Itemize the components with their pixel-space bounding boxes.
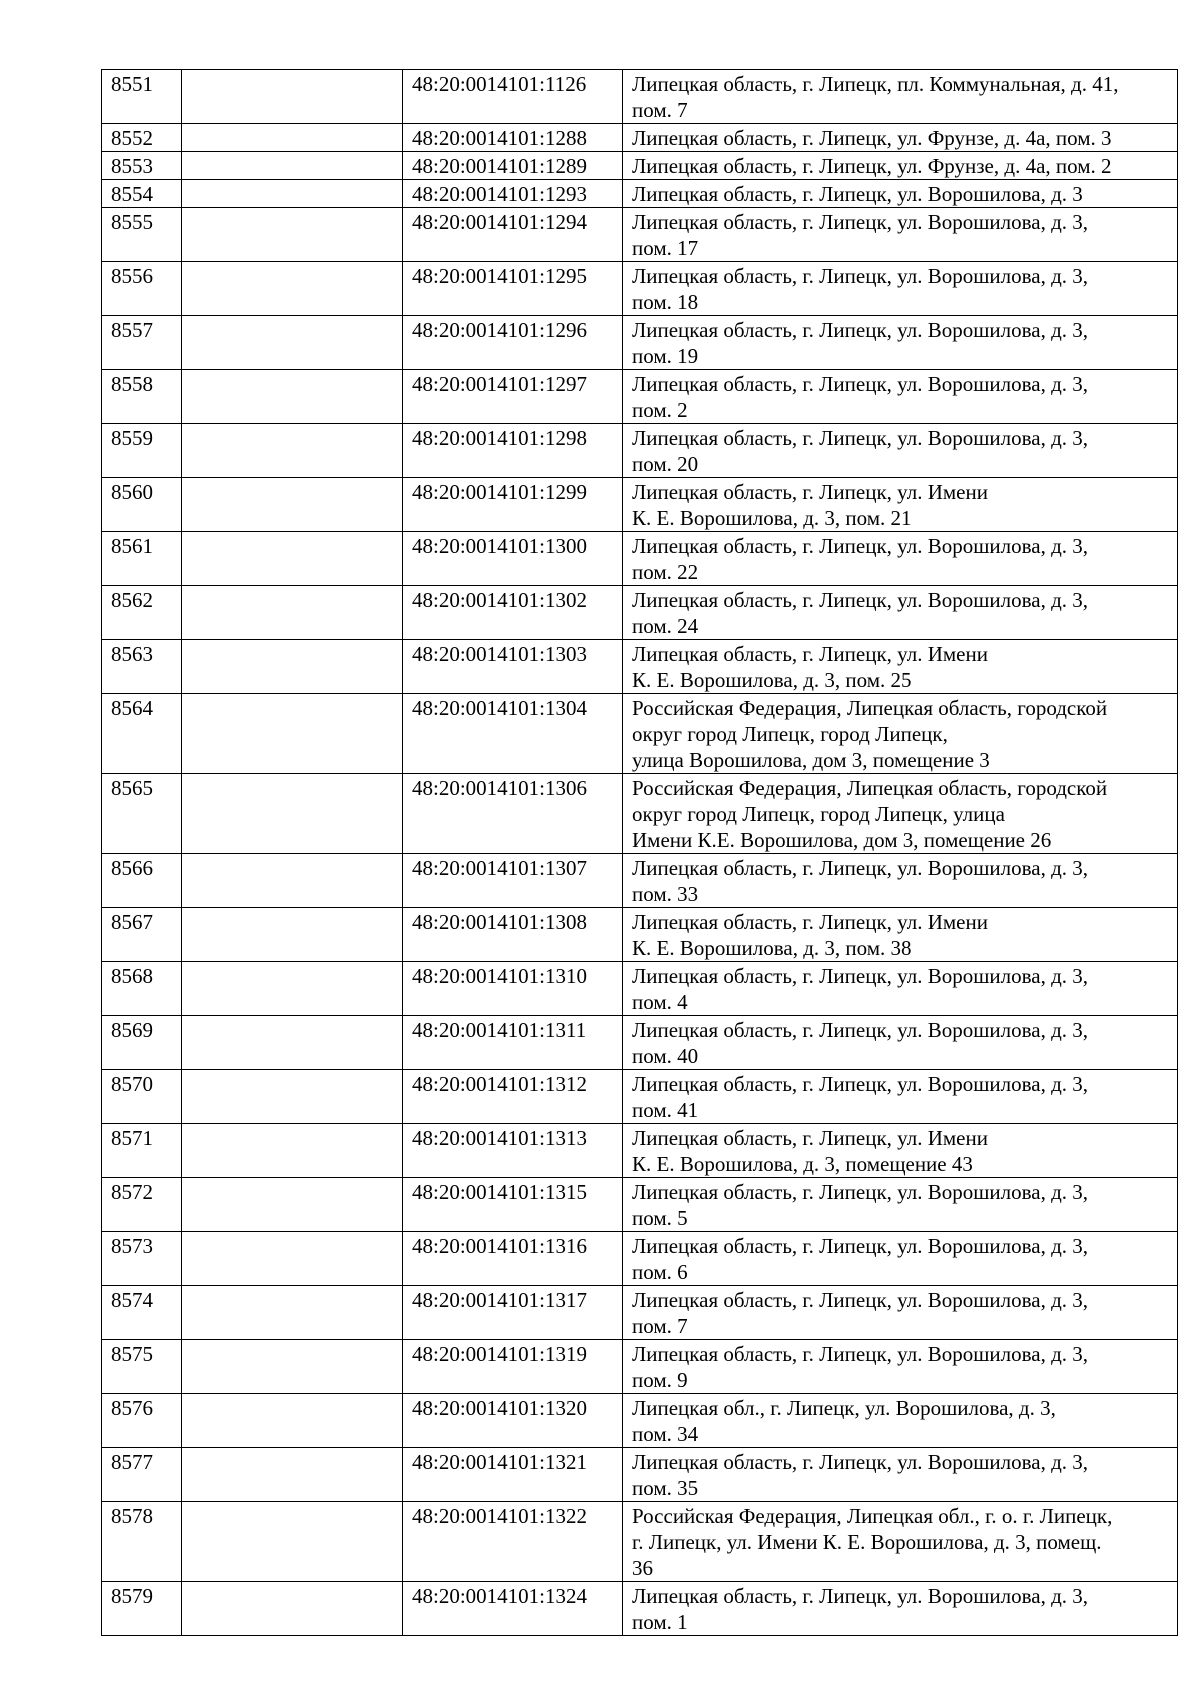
cadastral-number-cell: 48:20:0014101:1298 <box>403 424 623 478</box>
row-number-cell: 8562 <box>102 586 182 640</box>
table-row <box>102 124 1178 152</box>
row-number-cell: 8559 <box>102 424 182 478</box>
table-row <box>102 478 1178 532</box>
empty-cell <box>182 532 403 586</box>
address-cell: Липецкая область, г. Липецк, ул. Ворошилова, д. 3, пом. 20 <box>623 424 1178 478</box>
table-row <box>102 1232 1178 1286</box>
address-cell: Липецкая область, г. Липецк, ул. Фрунзе, д. 4а, пом. 3 <box>623 124 1178 152</box>
cadastral-number-cell: 48:20:0014101:1308 <box>403 908 623 962</box>
empty-cell <box>182 70 403 124</box>
empty-cell <box>182 124 403 152</box>
row-number-cell: 8579 <box>102 1582 182 1636</box>
address-cell: Липецкая область, г. Липецк, ул. Ворошилова, д. 3, пом. 6 <box>623 1232 1178 1286</box>
empty-cell <box>182 962 403 1016</box>
table-row <box>102 586 1178 640</box>
address-cell: Липецкая область, г. Липецк, ул. Ворошилова, д. 3, пом. 24 <box>623 586 1178 640</box>
cadastral-number-cell: 48:20:0014101:1317 <box>403 1286 623 1340</box>
row-number-cell: 8573 <box>102 1232 182 1286</box>
empty-cell <box>182 1502 403 1582</box>
address-cell: Липецкая область, г. Липецк, ул. Ворошилова, д. 3, пом. 9 <box>623 1340 1178 1394</box>
row-number-cell: 8568 <box>102 962 182 1016</box>
empty-cell <box>182 478 403 532</box>
address-cell: Липецкая область, г. Липецк, ул. Ворошилова, д. 3, пом. 2 <box>623 370 1178 424</box>
cadastral-number-cell: 48:20:0014101:1319 <box>403 1340 623 1394</box>
empty-cell <box>182 774 403 854</box>
empty-cell <box>182 1124 403 1178</box>
empty-cell <box>182 262 403 316</box>
address-cell: Липецкая область, г. Липецк, ул. Ворошилова, д. 3, пом. 1 <box>623 1582 1178 1636</box>
cadastral-number-cell: 48:20:0014101:1299 <box>403 478 623 532</box>
row-number-cell: 8564 <box>102 694 182 774</box>
empty-cell <box>182 1340 403 1394</box>
table-row <box>102 908 1178 962</box>
table-row <box>102 532 1178 586</box>
cadastral-number-cell: 48:20:0014101:1320 <box>403 1394 623 1448</box>
empty-cell <box>182 152 403 180</box>
empty-cell <box>182 208 403 262</box>
address-cell: Российская Федерация, Липецкая обл., г. о. г. Липецк, г. Липецк, ул. Имени К. Е. Ворошилова, д. 3, помещ. 36 <box>623 1502 1178 1582</box>
row-number-cell: 8557 <box>102 316 182 370</box>
cadastral-number-cell: 48:20:0014101:1295 <box>403 262 623 316</box>
row-number-cell: 8574 <box>102 1286 182 1340</box>
address-cell: Липецкая область, г. Липецк, ул. Ворошилова, д. 3, пом. 40 <box>623 1016 1178 1070</box>
address-cell: Липецкая область, г. Липецк, ул. Фрунзе, д. 4а, пом. 2 <box>623 152 1178 180</box>
empty-cell <box>182 1448 403 1502</box>
cadastral-number-cell: 48:20:0014101:1288 <box>403 124 623 152</box>
cadastral-number-cell: 48:20:0014101:1294 <box>403 208 623 262</box>
row-number-cell: 8576 <box>102 1394 182 1448</box>
row-number-cell: 8570 <box>102 1070 182 1124</box>
table-row <box>102 1070 1178 1124</box>
row-number-cell: 8571 <box>102 1124 182 1178</box>
row-number-cell: 8560 <box>102 478 182 532</box>
table-row <box>102 962 1178 1016</box>
address-cell: Липецкая область, г. Липецк, ул. Ворошилова, д. 3, пом. 41 <box>623 1070 1178 1124</box>
table-row <box>102 262 1178 316</box>
address-cell: Липецкая область, г. Липецк, ул. Имени К. Е. Ворошилова, д. 3, пом. 21 <box>623 478 1178 532</box>
table-row <box>102 1286 1178 1340</box>
table-row <box>102 316 1178 370</box>
address-cell: Липецкая обл., г. Липецк, ул. Ворошилова, д. 3, пом. 34 <box>623 1394 1178 1448</box>
empty-cell <box>182 1394 403 1448</box>
table-row <box>102 208 1178 262</box>
address-cell: Липецкая область, г. Липецк, ул. Ворошилова, д. 3, пом. 33 <box>623 854 1178 908</box>
table-row <box>102 1502 1178 1582</box>
property-registry-table <box>101 69 1178 1636</box>
address-cell: Липецкая область, г. Липецк, пл. Коммунальная, д. 41, пом. 7 <box>623 70 1178 124</box>
row-number-cell: 8554 <box>102 180 182 208</box>
cadastral-number-cell: 48:20:0014101:1313 <box>403 1124 623 1178</box>
table-body <box>102 70 1178 1636</box>
address-cell: Липецкая область, г. Липецк, ул. Имени К. Е. Ворошилова, д. 3, пом. 38 <box>623 908 1178 962</box>
table-row <box>102 1016 1178 1070</box>
empty-cell <box>182 854 403 908</box>
table-row <box>102 152 1178 180</box>
empty-cell <box>182 1582 403 1636</box>
cadastral-number-cell: 48:20:0014101:1296 <box>403 316 623 370</box>
row-number-cell: 8566 <box>102 854 182 908</box>
address-cell: Липецкая область, г. Липецк, ул. Ворошилова, д. 3, пом. 35 <box>623 1448 1178 1502</box>
empty-cell <box>182 316 403 370</box>
empty-cell <box>182 1286 403 1340</box>
row-number-cell: 8556 <box>102 262 182 316</box>
empty-cell <box>182 1178 403 1232</box>
cadastral-number-cell: 48:20:0014101:1311 <box>403 1016 623 1070</box>
table-row <box>102 1178 1178 1232</box>
address-cell: Липецкая область, г. Липецк, ул. Ворошилова, д. 3, пом. 5 <box>623 1178 1178 1232</box>
table-row <box>102 370 1178 424</box>
table-row <box>102 774 1178 854</box>
empty-cell <box>182 586 403 640</box>
row-number-cell: 8575 <box>102 1340 182 1394</box>
table-row <box>102 694 1178 774</box>
cadastral-number-cell: 48:20:0014101:1310 <box>403 962 623 1016</box>
empty-cell <box>182 1070 403 1124</box>
cadastral-number-cell: 48:20:0014101:1302 <box>403 586 623 640</box>
cadastral-number-cell: 48:20:0014101:1297 <box>403 370 623 424</box>
row-number-cell: 8551 <box>102 70 182 124</box>
row-number-cell: 8569 <box>102 1016 182 1070</box>
cadastral-number-cell: 48:20:0014101:1126 <box>403 70 623 124</box>
address-cell: Липецкая область, г. Липецк, ул. Ворошилова, д. 3, пом. 22 <box>623 532 1178 586</box>
table-row <box>102 70 1178 124</box>
cadastral-number-cell: 48:20:0014101:1306 <box>403 774 623 854</box>
address-cell: Липецкая область, г. Липецк, ул. Ворошилова, д. 3, пом. 4 <box>623 962 1178 1016</box>
address-cell: Липецкая область, г. Липецк, ул. Ворошилова, д. 3 <box>623 180 1178 208</box>
cadastral-number-cell: 48:20:0014101:1304 <box>403 694 623 774</box>
table-row <box>102 424 1178 478</box>
empty-cell <box>182 1016 403 1070</box>
row-number-cell: 8567 <box>102 908 182 962</box>
address-cell: Липецкая область, г. Липецк, ул. Ворошилова, д. 3, пом. 19 <box>623 316 1178 370</box>
row-number-cell: 8563 <box>102 640 182 694</box>
row-number-cell: 8578 <box>102 1502 182 1582</box>
cadastral-number-cell: 48:20:0014101:1312 <box>403 1070 623 1124</box>
cadastral-number-cell: 48:20:0014101:1316 <box>403 1232 623 1286</box>
row-number-cell: 8577 <box>102 1448 182 1502</box>
empty-cell <box>182 180 403 208</box>
address-cell: Липецкая область, г. Липецк, ул. Имени К. Е. Ворошилова, д. 3, помещение 43 <box>623 1124 1178 1178</box>
address-cell: Липецкая область, г. Липецк, ул. Ворошилова, д. 3, пом. 7 <box>623 1286 1178 1340</box>
row-number-cell: 8558 <box>102 370 182 424</box>
row-number-cell: 8552 <box>102 124 182 152</box>
address-cell: Липецкая область, г. Липецк, ул. Ворошилова, д. 3, пом. 18 <box>623 262 1178 316</box>
row-number-cell: 8553 <box>102 152 182 180</box>
address-cell: Липецкая область, г. Липецк, ул. Имени К. Е. Ворошилова, д. 3, пом. 25 <box>623 640 1178 694</box>
table-row <box>102 1340 1178 1394</box>
cadastral-number-cell: 48:20:0014101:1300 <box>403 532 623 586</box>
cadastral-number-cell: 48:20:0014101:1315 <box>403 1178 623 1232</box>
cadastral-number-cell: 48:20:0014101:1322 <box>403 1502 623 1582</box>
cadastral-number-cell: 48:20:0014101:1321 <box>403 1448 623 1502</box>
empty-cell <box>182 1232 403 1286</box>
empty-cell <box>182 694 403 774</box>
cadastral-number-cell: 48:20:0014101:1303 <box>403 640 623 694</box>
table-row <box>102 1582 1178 1636</box>
cadastral-number-cell: 48:20:0014101:1289 <box>403 152 623 180</box>
row-number-cell: 8555 <box>102 208 182 262</box>
empty-cell <box>182 640 403 694</box>
address-cell: Липецкая область, г. Липецк, ул. Ворошилова, д. 3, пом. 17 <box>623 208 1178 262</box>
empty-cell <box>182 370 403 424</box>
table-row <box>102 1124 1178 1178</box>
row-number-cell: 8561 <box>102 532 182 586</box>
table-row <box>102 1448 1178 1502</box>
empty-cell <box>182 908 403 962</box>
empty-cell <box>182 424 403 478</box>
table-row <box>102 1394 1178 1448</box>
table-row <box>102 180 1178 208</box>
table-row <box>102 640 1178 694</box>
table-row <box>102 854 1178 908</box>
address-cell: Российская Федерация, Липецкая область, городской округ город Липецк, город Липецк, улица Ворошилова, дом 3, помещение 3 <box>623 694 1178 774</box>
row-number-cell: 8572 <box>102 1178 182 1232</box>
row-number-cell: 8565 <box>102 774 182 854</box>
address-cell: Российская Федерация, Липецкая область, городской округ город Липецк, город Липецк, улица Имени К.Е. Ворошилова, дом 3, помещение 26 <box>623 774 1178 854</box>
cadastral-number-cell: 48:20:0014101:1324 <box>403 1582 623 1636</box>
cadastral-number-cell: 48:20:0014101:1307 <box>403 854 623 908</box>
cadastral-number-cell: 48:20:0014101:1293 <box>403 180 623 208</box>
